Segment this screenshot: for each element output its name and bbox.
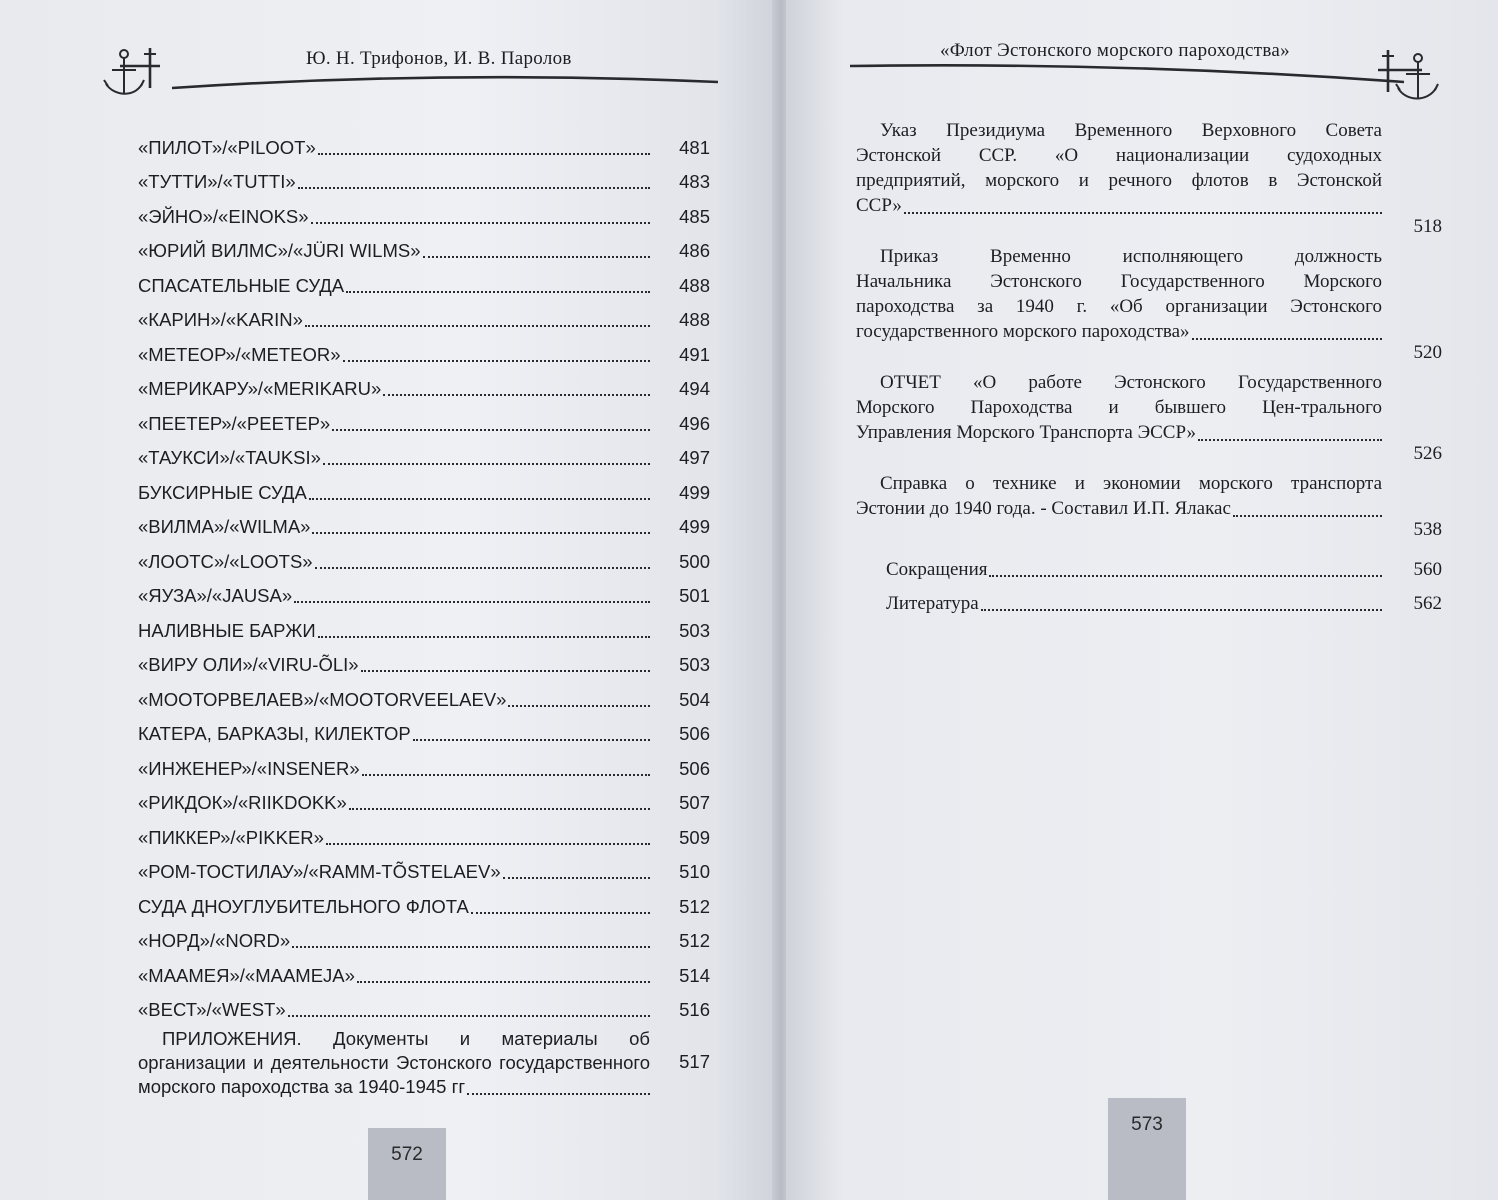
toc-entry-title (856, 118, 1382, 218)
toc-entry-page: 483 (679, 171, 710, 192)
toc-entry (138, 469, 710, 504)
toc-entry-title: «ЮРИЙ ВИЛМС»/«JÜRI WILMS» (138, 240, 421, 261)
toc-dot-leader (349, 808, 650, 810)
toc-entry-title: «ВИЛМА»/«WILMA» (138, 516, 311, 537)
toc-dot-leader (361, 670, 650, 672)
toc-entry (138, 124, 710, 159)
toc-entry-title: «ВИРУ ОЛИ»/«VIRU-ÕLI» (138, 654, 359, 675)
toc-dot-leader (343, 360, 650, 362)
toc-dot-leader (298, 187, 650, 189)
toc-entry (138, 504, 710, 539)
toc-entry-title: «ЭЙНО»/«EINOKS» (138, 205, 309, 227)
toc-entry-page: 512 (679, 930, 710, 951)
toc-entry-title (856, 244, 1382, 344)
toc-entry (856, 370, 1442, 464)
toc-entry-line: Начальника Эстонского Государственного Морского (856, 271, 1382, 292)
toc-entry (138, 297, 710, 332)
toc-entry (138, 642, 710, 677)
toc-entry (138, 573, 710, 608)
toc-entry (138, 159, 710, 194)
toc-entry-page: 514 (679, 964, 710, 986)
toc-dot-leader (1233, 515, 1382, 517)
right-running-header: «Флот Эстонского морского пароходства» (940, 40, 1290, 61)
toc-entry-title: «НОРД»/«NORD» (138, 930, 291, 951)
toc-entry-page: 518 (1413, 216, 1442, 237)
toc-entry-title: КАТЕРА, БАРКАЗЫ, КИЛЕКТОР (138, 723, 411, 744)
left-page-number: 572 (391, 1144, 423, 1165)
toc-entry (138, 711, 710, 746)
toc-dot-leader (413, 739, 650, 741)
right-page (786, 0, 1498, 1200)
toc-entry-page: 491 (679, 343, 710, 365)
toc-dot-leader (989, 575, 1382, 577)
toc-entry (138, 883, 710, 918)
toc-entry (138, 780, 710, 815)
toc-entry-title (138, 1027, 650, 1099)
toc-dot-leader (323, 463, 650, 465)
toc-entry-page: 488 (679, 309, 710, 330)
toc-entry (138, 814, 710, 849)
toc-entry-line: Справка о технике и экономии морского транспорта (880, 473, 1382, 494)
right-page-number: 573 (1131, 1114, 1163, 1135)
toc-entry-page: 485 (679, 205, 710, 227)
toc-entry-title: «КАРИН»/«KARIN» (138, 309, 303, 330)
toc-entry-line: пароходства за 1940 г. «Об организации Эстонского (856, 296, 1382, 317)
left-toc-list (138, 124, 710, 1099)
toc-dot-leader (423, 256, 651, 258)
toc-entry (138, 538, 710, 573)
toc-entry (138, 331, 710, 366)
toc-entry-line: ПРИЛОЖЕНИЯ. Документы и материалы об (162, 1028, 650, 1049)
toc-dot-leader (904, 212, 1382, 214)
left-running-header: Ю. Н. Трифонов, И. В. Паролов (306, 48, 572, 69)
toc-entry (138, 952, 710, 987)
toc-entry-line: государственного морского пароходства» (856, 321, 1190, 342)
toc-entry-title (856, 370, 1382, 445)
toc-entry-line: предприятий, морского и речного флотов в Эстонской (856, 170, 1382, 191)
toc-entry (138, 400, 710, 435)
toc-entry-page: 510 (679, 861, 710, 882)
toc-dot-leader (318, 636, 650, 638)
toc-dot-leader (292, 946, 650, 948)
toc-entry-page: 481 (679, 136, 710, 158)
toc-entry-page: 486 (679, 240, 710, 261)
toc-dot-leader (294, 601, 650, 603)
toc-entry-page: 500 (679, 550, 710, 572)
toc-dot-leader (312, 532, 650, 534)
toc-dot-leader (362, 774, 650, 776)
toc-entry (138, 607, 710, 642)
toc-entry-line: ОТЧЕТ «О работе Эстонского Государственного (880, 372, 1382, 393)
toc-entry-line: Эстонии до 1940 года. - Составил И.П. Ялакас (856, 498, 1231, 519)
toc-entry-page: 496 (679, 412, 710, 434)
toc-entry-page: 501 (679, 585, 710, 606)
toc-entry-appendix (138, 1027, 710, 1099)
toc-dot-leader (357, 981, 650, 983)
toc-entry (138, 262, 710, 297)
toc-dot-leader (346, 291, 650, 293)
toc-entry-page: 526 (1413, 443, 1442, 464)
toc-entry-title: «ПЕЕТЕР»/«PEETEP» (138, 412, 331, 434)
toc-entry-title: «ЯУЗА»/«JAUSA» (138, 585, 293, 606)
toc-entry-line: организации и деятельности Эстонского государственного (138, 1052, 650, 1073)
toc-entry-page: 520 (1413, 342, 1442, 363)
toc-dot-leader (383, 394, 650, 396)
toc-entry (138, 745, 710, 780)
header-rule (170, 66, 720, 92)
toc-entry-title: БУКСИРНЫЕ СУДА (138, 481, 307, 503)
toc-entry-title: Сокращения (886, 559, 988, 580)
toc-entry (138, 849, 710, 884)
toc-entry-title: «ТАУКСИ»/«TAUKSI» (138, 447, 321, 468)
toc-entry-line: Эстонской ССР. «О национализации судоходных (856, 145, 1382, 166)
toc-entry-page: 560 (1413, 559, 1442, 580)
toc-entry-page: 509 (679, 826, 710, 848)
toc-entry-line: Управления Морского Транспорта ЭССР» (856, 422, 1197, 443)
toc-entry (138, 435, 710, 470)
toc-dot-leader (318, 153, 650, 155)
toc-entry-page: 504 (679, 688, 710, 710)
toc-entry-page: 499 (679, 516, 710, 537)
anchor-emblem-icon (1372, 44, 1444, 110)
toc-entry-page: 517 (679, 1051, 710, 1072)
toc-entry-page: 507 (679, 792, 710, 813)
toc-entry-title: «ЛООТС»/«LOOTS» (138, 550, 313, 572)
toc-entry-title: «ПИККЕР»/«PIKKER» (138, 826, 324, 848)
toc-entry-title: «ТУТТИ»/«TUTTI» (138, 171, 296, 192)
toc-entry-title: «РИКДОК»/«RIIKDOKK» (138, 792, 347, 813)
toc-entry-line: морского пароходства за 1940-1945 гг (138, 1076, 466, 1097)
right-page-number-tab (1108, 1098, 1186, 1200)
toc-entry-title: «МООТОРВЕЛАЕВ»/«MOOTORVEELAEV» (138, 688, 507, 710)
toc-dot-leader (332, 429, 650, 431)
toc-entry-title: НАЛИВНЫЕ БАРЖИ (138, 619, 316, 641)
toc-entry-page: 499 (679, 481, 710, 503)
toc-entry-page: 516 (679, 999, 710, 1020)
toc-entry-page: 503 (679, 619, 710, 641)
toc-dot-leader (503, 877, 650, 879)
toc-entry (856, 581, 1442, 615)
toc-entry-page: 512 (679, 895, 710, 917)
toc-dot-leader (1198, 439, 1382, 441)
toc-dot-leader (326, 843, 650, 845)
toc-entry-title: «МААМЕЯ»/«MAAMEJA» (138, 964, 355, 986)
toc-entry-line: Указ Президиума Временного Верховного Совета (880, 120, 1382, 141)
toc-entry-title: «ПИЛОТ»/«PILOOT» (138, 136, 316, 158)
toc-entry (138, 987, 710, 1022)
toc-dot-leader (305, 325, 650, 327)
toc-entry-title: СПАСАТЕЛЬНЫЕ СУДА (138, 274, 345, 296)
toc-entry-page: 488 (679, 274, 710, 296)
toc-entry-page: 494 (679, 378, 710, 399)
toc-dot-leader (309, 498, 650, 500)
toc-entry (138, 676, 710, 711)
toc-dot-leader (471, 912, 650, 914)
toc-entry (138, 918, 710, 953)
toc-entry-title: «МЕТЕОР»/«METEOR» (138, 343, 341, 365)
toc-entry (856, 118, 1442, 237)
toc-entry (138, 193, 710, 228)
toc-entry-title: «МЕРИКАРУ»/«MERIKARU» (138, 378, 382, 399)
toc-entry-title: «РОМ-ТОСТИЛАУ»/«RAMM-TÕSTELAEV» (138, 861, 501, 882)
toc-dot-leader (315, 567, 650, 569)
toc-entry-page: 503 (679, 654, 710, 675)
toc-entry-page: 538 (1413, 519, 1442, 540)
toc-entry (138, 366, 710, 401)
toc-dot-leader (981, 609, 1382, 611)
right-toc-list (856, 112, 1442, 615)
toc-entry-line: ССР» (856, 195, 902, 216)
toc-entry (856, 244, 1442, 363)
toc-entry-title: СУДА ДНОУГЛУБИТЕЛЬНОГО ФЛОТА (138, 895, 469, 917)
toc-entry-page: 497 (679, 447, 710, 468)
toc-entry (138, 228, 710, 263)
toc-entry-line: Приказ Временно исполняющего должность (880, 246, 1382, 267)
toc-entry-line: Морского Пароходства и бывшего Цен-трального (856, 397, 1382, 418)
left-page-number-tab (368, 1128, 446, 1200)
toc-dot-leader (1192, 338, 1382, 340)
toc-dot-leader (311, 222, 650, 224)
toc-entry (856, 547, 1442, 581)
toc-entry-title: «ВЕСТ»/«WEST» (138, 999, 286, 1020)
toc-entry-title: Литература (886, 593, 979, 614)
toc-entry (856, 471, 1442, 540)
toc-dot-leader (508, 705, 650, 707)
toc-entry-page: 506 (679, 723, 710, 744)
toc-entry-page: 506 (679, 757, 710, 779)
header-rule (848, 56, 1408, 86)
anchor-emblem-icon (100, 44, 172, 102)
toc-entry-title (856, 471, 1382, 521)
toc-dot-leader (467, 1093, 650, 1095)
toc-entry-page: 562 (1413, 593, 1442, 614)
toc-entry-title: «ИНЖЕНЕР»/«INSENER» (138, 757, 360, 779)
toc-dot-leader (288, 1015, 650, 1017)
